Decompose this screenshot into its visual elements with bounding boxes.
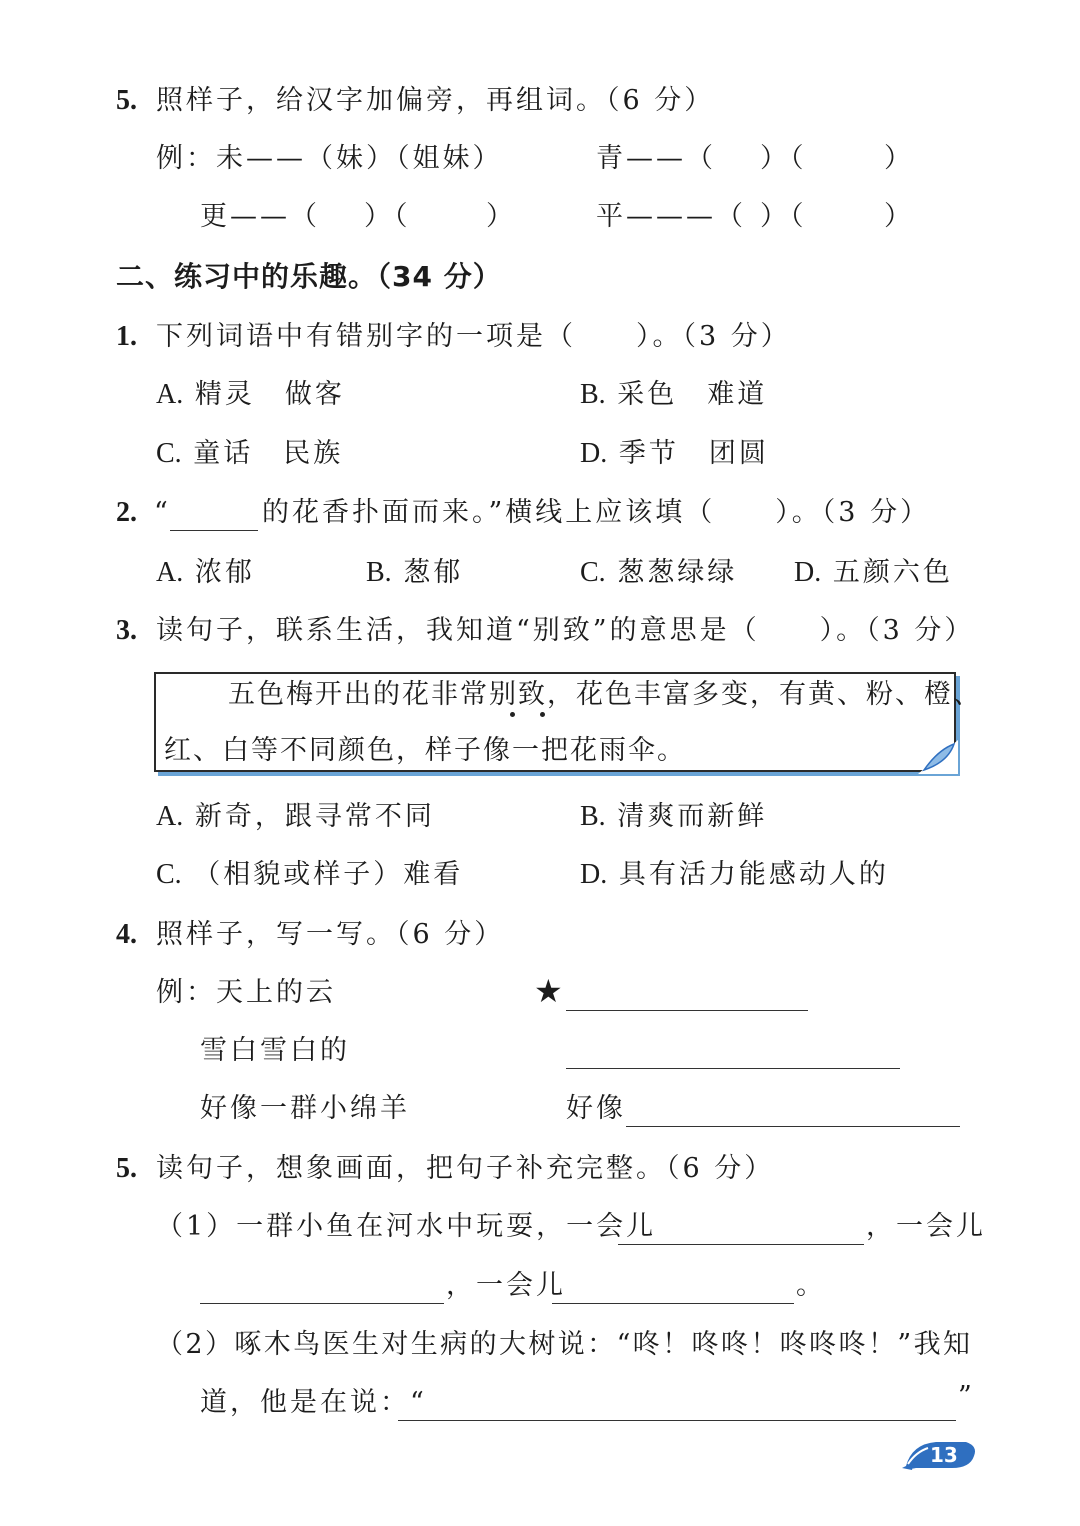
- page-number: 13: [930, 1443, 958, 1467]
- q5a-item-qing: [596, 142, 716, 176]
- q5b-p2-line1: （2）啄木鸟医生对生病的大树说：“咚！咚咚！咚咚咚！”我知: [156, 1329, 973, 1360]
- q3-passage-line2: 红、白等不同颜色，样子像一把花雨伞。: [164, 735, 686, 766]
- option-label: A.: [156, 557, 184, 588]
- q5a-item-qing-mid: ）（: [760, 143, 807, 174]
- q5b-p2-line2: 道，他是在说：“: [200, 1387, 427, 1418]
- q5b-number: 5.: [116, 1153, 137, 1184]
- option-text: 具有活力能感动人的: [618, 859, 889, 890]
- emphasis-dot: [510, 712, 515, 717]
- q2-blank-line[interactable]: [170, 530, 258, 531]
- option-label: A.: [156, 379, 184, 410]
- q5a-item-char: 青——（: [596, 143, 716, 174]
- q1-option-a: [156, 378, 345, 412]
- q5b-p1-mid: ，一会儿: [866, 1211, 986, 1242]
- q5b-p1-end: 。: [796, 1270, 826, 1301]
- q1-option-c: [156, 437, 343, 471]
- q3-option-c: [156, 858, 463, 892]
- q2-option-c: [580, 556, 737, 590]
- option-text: 浓郁: [194, 557, 255, 588]
- q1-stem: 下列词语中有错别字的一项是（ ）。（3 分）: [156, 321, 791, 352]
- star-icon: ★: [534, 972, 563, 1010]
- q4-answer-line-3[interactable]: [626, 1126, 960, 1127]
- q5a-item-geng-mid: ）（: [364, 201, 411, 232]
- option-label: D.: [580, 859, 608, 890]
- option-label: B.: [580, 801, 606, 832]
- option-label: D.: [794, 557, 822, 588]
- q2-number: 2.: [116, 497, 137, 528]
- option-label: C.: [580, 557, 606, 588]
- q5a-title: 照样子，给汉字加偏旁，再组词。（6 分）: [156, 85, 715, 116]
- q1-number: 1.: [116, 321, 137, 352]
- q4-stem: 照样子，写一写。（6 分）: [156, 919, 505, 950]
- option-text: 季节 团圆: [618, 438, 769, 469]
- q3-passage-line1: 五色梅开出的花非常别致，花色丰富多变，有黄、粉、橙、: [228, 679, 982, 710]
- q3-stem: 读句子，联系生活，我知道“别致”的意思是（ ）。（3 分）: [156, 615, 975, 646]
- q5b-p1-mid2: ，一会儿: [446, 1270, 566, 1301]
- q5a-item-ping: 平———（: [596, 201, 746, 232]
- q5b-p1-blank-1[interactable]: [618, 1244, 864, 1245]
- option-text: （相貌或样子）难看: [193, 859, 464, 890]
- option-label: C.: [156, 438, 182, 469]
- q1-option-d: [580, 437, 769, 471]
- option-label: A.: [156, 801, 184, 832]
- page-curl-icon: [918, 740, 958, 774]
- q5a-item-qing-end: ）: [884, 143, 914, 174]
- option-text: 新奇，跟寻常不同: [194, 801, 435, 832]
- q5a-number: 5.: [116, 85, 137, 116]
- option-label: D.: [580, 438, 608, 469]
- q2-option-d: [794, 556, 953, 590]
- q2-stem: 的花香扑面而来。”横线上应该填（ ）。（3 分）: [262, 497, 931, 528]
- q5a-item-ping-mid: ）（: [760, 201, 807, 232]
- option-text: 采色 难道: [617, 379, 768, 410]
- q5a-example: 例：未——（妹）（姐妹）: [156, 143, 503, 174]
- q2-open-quote: “: [154, 497, 171, 528]
- option-text: 葱郁: [403, 557, 464, 588]
- q3-option-d: [580, 858, 889, 892]
- q5b-p1-blank-3[interactable]: [552, 1303, 794, 1304]
- q3-option-b: [580, 800, 767, 834]
- q2-option-b: [366, 556, 463, 590]
- q4-answer-line-2[interactable]: [566, 1068, 900, 1069]
- option-label: B.: [366, 557, 392, 588]
- q4-answer-line-1[interactable]: [566, 1010, 808, 1011]
- q5b-p1-blank-2[interactable]: [200, 1303, 444, 1304]
- option-text: 葱葱绿绿: [617, 557, 738, 588]
- q4-example-line2: 雪白雪白的: [200, 1035, 350, 1066]
- q1-option-b: [580, 378, 767, 412]
- q5b-stem: 读句子，想象画面，把句子补充完整。（6 分）: [156, 1153, 775, 1184]
- q3-option-a: [156, 800, 435, 834]
- q4-example-line3: 好像一群小绵羊: [200, 1093, 410, 1124]
- q5a-item-ping-end: ）: [884, 201, 914, 232]
- q4-example: 例：天上的云: [156, 977, 336, 1008]
- q4-number: 4.: [116, 919, 137, 950]
- q5b-p2-blank[interactable]: [398, 1420, 956, 1421]
- q5a-item-geng-end: ）: [486, 201, 516, 232]
- option-text: 精灵 做客: [194, 379, 345, 410]
- q5a-item-geng: 更——（: [200, 201, 320, 232]
- section2-title: 二、练习中的乐趣。（34 分）: [116, 260, 502, 293]
- q3-number: 3.: [116, 615, 137, 646]
- option-text: 清爽而新鲜: [617, 801, 768, 832]
- emphasis-dot: [540, 712, 545, 717]
- option-label: B.: [580, 379, 606, 410]
- q5b-p1-start: （1）一群小鱼在河水中玩耍，一会儿: [156, 1211, 657, 1242]
- option-text: 童话 民族: [193, 438, 344, 469]
- option-label: C.: [156, 859, 182, 890]
- q2-option-a: [156, 556, 255, 590]
- q5b-p2-close: ”: [958, 1381, 975, 1412]
- option-text: 五颜六色: [832, 557, 953, 588]
- q4-haoxiang: 好像: [566, 1093, 626, 1124]
